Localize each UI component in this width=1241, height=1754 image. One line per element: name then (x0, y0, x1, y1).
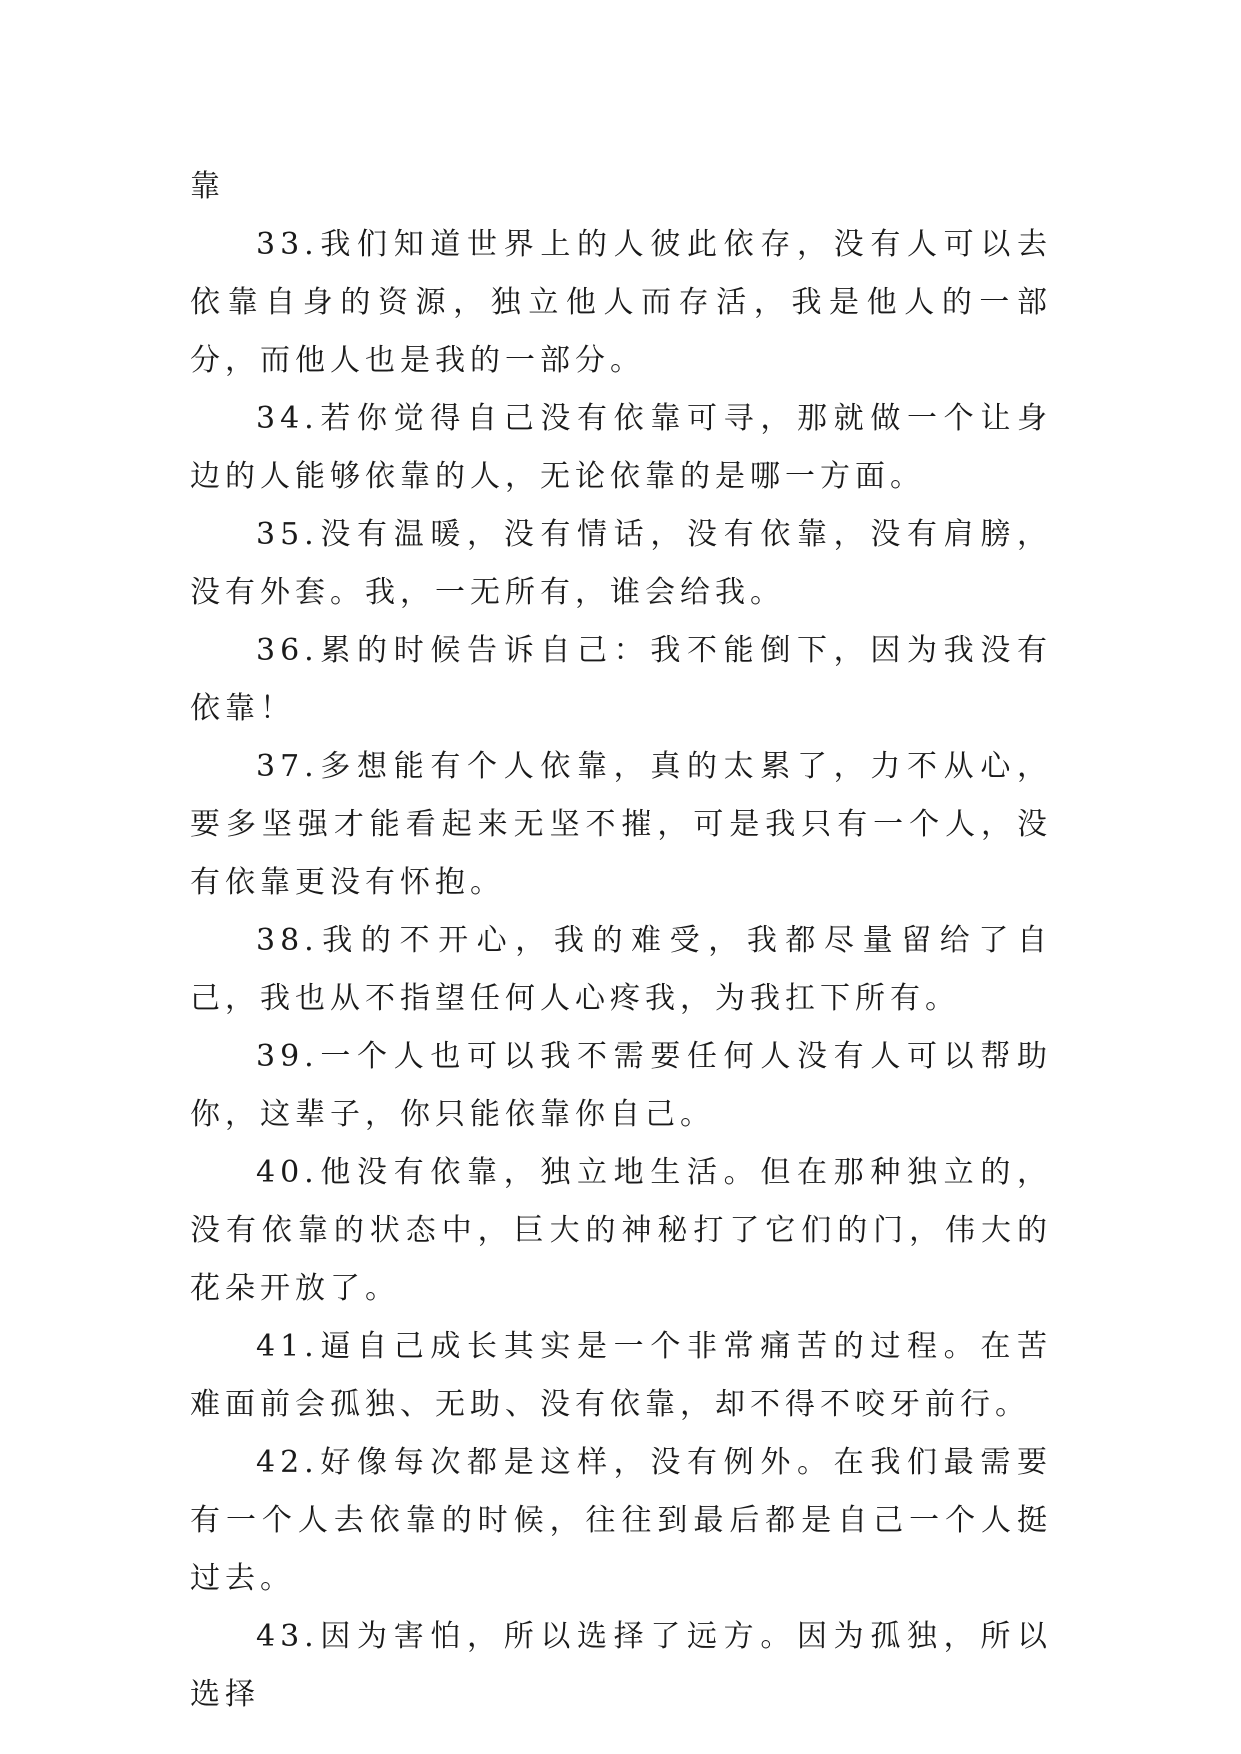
paragraph-35: 35.没有温暖，没有情话，没有依靠，没有肩膀，没有外套。我，一无所有，谁会给我。 (190, 517, 1052, 610)
paragraph-33: 33.我们知道世界上的人彼此依存，没有人可以去依靠自身的资源，独立他人而存活，我是他人的一部分，而他人也是我的一部分。 (190, 227, 1052, 378)
paragraph-39: 39.一个人也可以我不需要任何人没有人可以帮助你，这辈子，你只能依靠你自己。 (190, 1039, 1052, 1132)
document-body (190, 158, 1052, 1724)
paragraph-41: 41.逼自己成长其实是一个非常痛苦的过程。在苦难面前会孤独、无助、没有依靠，却不得不咬牙前行。 (190, 1329, 1052, 1422)
paragraph-37: 37.多想能有个人依靠，真的太累了，力不从心，要多坚强才能看起来无坚不摧，可是我只有一个人，没有依靠更没有怀抱。 (190, 749, 1052, 900)
paragraph-38: 38.我的不开心，我的难受，我都尽量留给了自己，我也从不指望任何人心疼我，为我扛下所有。 (190, 923, 1052, 1016)
paragraph-34: 34.若你觉得自己没有依靠可寻，那就做一个让身边的人能够依靠的人，无论依靠的是哪一方面。 (190, 401, 1052, 494)
paragraph-43: 43.因为害怕，所以选择了远方。因为孤独，所以选择 (190, 1619, 1052, 1712)
paragraph-40: 40.他没有依靠，独立地生活。但在那种独立的，没有依靠的状态中，巨大的神秘打了它们的门，伟大的花朵开放了。 (190, 1155, 1052, 1306)
paragraph-42: 42.好像每次都是这样，没有例外。在我们最需要有一个人去依靠的时候，往往到最后都是自己一个人挺过去。 (190, 1445, 1052, 1596)
paragraph-36: 36.累的时候告诉自己：我不能倒下，因为我没有依靠！ (190, 633, 1052, 726)
continued-text: 靠 (190, 169, 225, 204)
